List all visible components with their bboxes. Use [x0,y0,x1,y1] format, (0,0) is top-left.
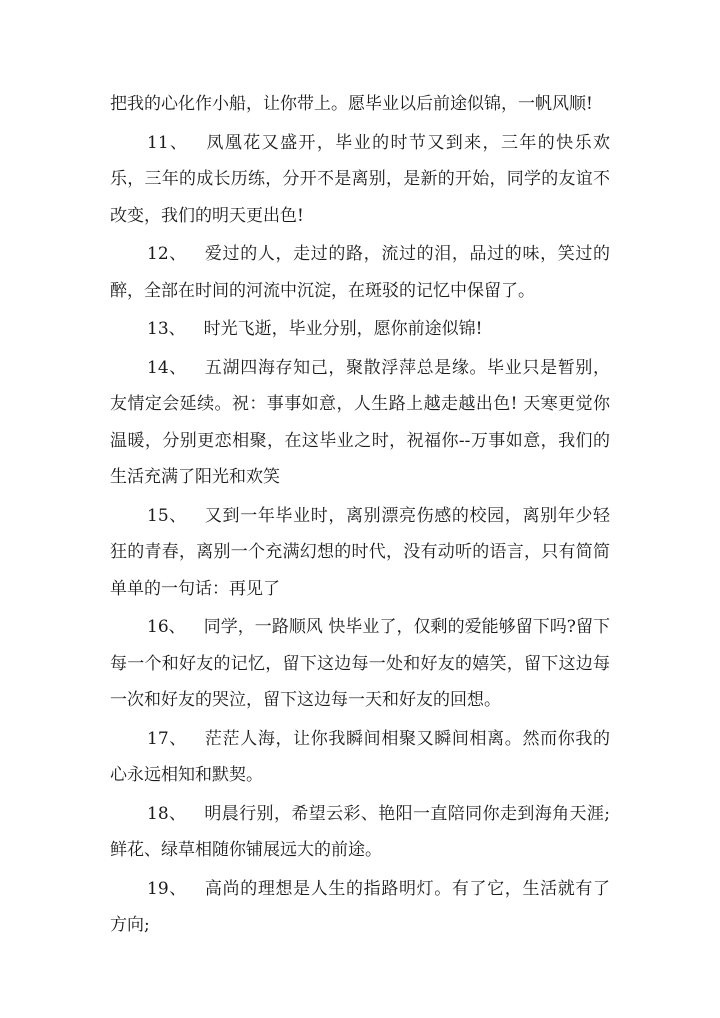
paragraph-number: 15、 [147,505,187,526]
paragraph-text: 同学，一路顺风 快毕业了，仅剩的爱能够留下吗?留下每一个和好友的记忆，留下这边每一处和好友的嬉笑，留下这边每一次和好友的哭泣，留下这边每一天和好友的回想。 [110,617,610,710]
paragraph-text: 又到一年毕业时，离别漂亮伤感的校园，离别年少轻狂的青春，离别一个充满幻想的时代，没有动听的语言，只有简简单单的一句话：再见了 [110,505,611,599]
paragraph-11 [110,125,610,235]
paragraph-number: 19、 [147,878,187,899]
paragraph-text: 爱过的人，走过的路，流过的泪，品过的味，笑过的醉，全部在时间的河流中沉淀，在斑驳的记忆中保留了。 [110,244,611,301]
paragraph-number: 13、 [147,319,186,339]
paragraph-text: 把我的心化作小船，让你带上。愿毕业以后前途似锦，一帆风顺! [110,94,593,114]
document-body [110,86,610,946]
paragraph-text: 高尚的理想是人生的指路明灯。有了它，生活就有了方向; [110,878,611,935]
paragraph-text: 凤凰花又盛开，毕业的时节又到来，三年的快乐欢乐，三年的成长历练，分开不是离别，是新的开始，同学的友谊不改变，我们的明天更出色! [110,132,610,226]
paragraph-number: 17、 [147,728,187,749]
paragraph-text: 五湖四海存知己，聚散浮萍总是缘。毕业只是暂别，友情定会延续。祝：事事如意，人生路上越走越出色! 天寒更觉你温暖，分别更恋相聚，在这毕业之时，祝福你--万事如意，我们的生活充满了阳光和欢笑 [110,357,611,487]
paragraph-number: 18、 [147,803,187,824]
paragraph-number: 11、 [147,132,189,153]
paragraph-17 [110,721,610,794]
paragraph-13 [110,311,610,348]
paragraph-text: 时光飞逝，毕业分别，愿你前途似锦! [203,319,483,339]
paragraph-number: 16、 [147,617,186,637]
paragraph-15 [110,498,610,608]
paragraph-14 [110,350,610,496]
paragraph-text: 明晨行别，希望云彩、艳阳一直陪同你走到海角天涯;鲜花、绿草相随你铺展远大的前途。 [110,803,610,860]
paragraph-16 [110,609,610,719]
paragraph-number: 12、 [147,244,187,264]
paragraph-18 [110,796,610,869]
paragraph-text: 茫茫人海，让你我瞬间相聚又瞬间相离。然而你我的心永远相知和默契。 [110,728,611,785]
paragraph-12 [110,236,610,309]
paragraph-19 [110,871,610,944]
paragraph-number: 14、 [147,357,187,378]
paragraph-continuation [110,86,610,123]
